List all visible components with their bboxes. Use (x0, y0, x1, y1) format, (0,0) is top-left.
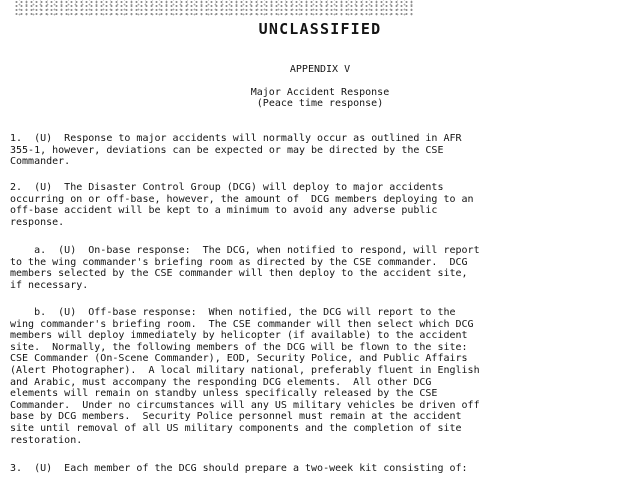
paragraph-line: 355-1, however, deviations can be expected or may be directed by the CSE (10, 144, 444, 156)
section-heading: Major Accident Response (250, 87, 390, 98)
paragraph-2 (10, 182, 630, 228)
paragraph-line: to the wing commander's briefing room as directed by the CSE commander. DCG (10, 256, 468, 268)
classification-marking: UNCLASSIFIED (258, 20, 382, 38)
paragraph-line: site until removal of all US military components and the completion of site (10, 422, 462, 434)
paragraph-line: 1. (U) Response to major accidents will normally occur as outlined in AFR (10, 133, 462, 144)
paragraph-line: response. (10, 216, 65, 228)
paragraph-line: restoration. (10, 434, 83, 446)
paragraph-line: (Alert Photographer). A local military national, preferably fluent in English (10, 364, 480, 376)
paragraph-line: members will deploy immediately by helicopter (if available) to the accident (10, 330, 468, 342)
appendix-title: APPENDIX V (289, 64, 351, 75)
paragraph-line: if necessary. (10, 279, 89, 291)
paragraph-line: Commander. Under no circumstances will any US military vehicles be driven off (10, 399, 480, 411)
paragraph-line: occurring on or off-base, however, the amount of DCG members deploying to an (10, 193, 474, 205)
section-subheading: (Peace time response) (256, 98, 384, 109)
paragraph-line: members selected by the CSE commander will then deploy to the accident site, (10, 268, 468, 280)
paragraph-line: b. (U) Off-base response: When notified, the DCG will report to the (10, 307, 456, 318)
paragraph-line: base by DCG members. Security Police personnel must remain at the accident (10, 411, 462, 423)
paragraph-line: Commander. (10, 156, 71, 168)
paragraph-line: elements will remain on standby unless specifically released by the CSE (10, 388, 438, 400)
paragraph-2a (10, 245, 630, 291)
paragraph-1 (10, 133, 630, 168)
paragraph-line: site. Normally, the following members of the DCG will be flown to the site: (10, 341, 468, 353)
paragraph-line: wing commander's briefing room. The CSE commander will then select which DCG (10, 318, 474, 330)
paragraph-line: off-base accident will be kept to a minimum to avoid any adverse public (10, 205, 438, 217)
paragraph-2b (10, 307, 630, 446)
paragraph-line: and Arabic, must accompany the responding DCG elements. All other DCG (10, 376, 432, 388)
scan-noise (14, 0, 414, 16)
paragraph-line: CSE Commander (On-Scene Commander), EOD, Security Police, and Public Affairs (10, 353, 468, 365)
paragraph-line: a. (U) On-base response: The DCG, when notified to respond, will report (10, 245, 480, 256)
paragraph-3 (10, 463, 630, 475)
paragraph-line: 2. (U) The Disaster Control Group (DCG) will deploy to major accidents (10, 182, 444, 193)
paragraph-line: 3. (U) Each member of the DCG should prepare a two-week kit consisting of: (10, 463, 468, 474)
